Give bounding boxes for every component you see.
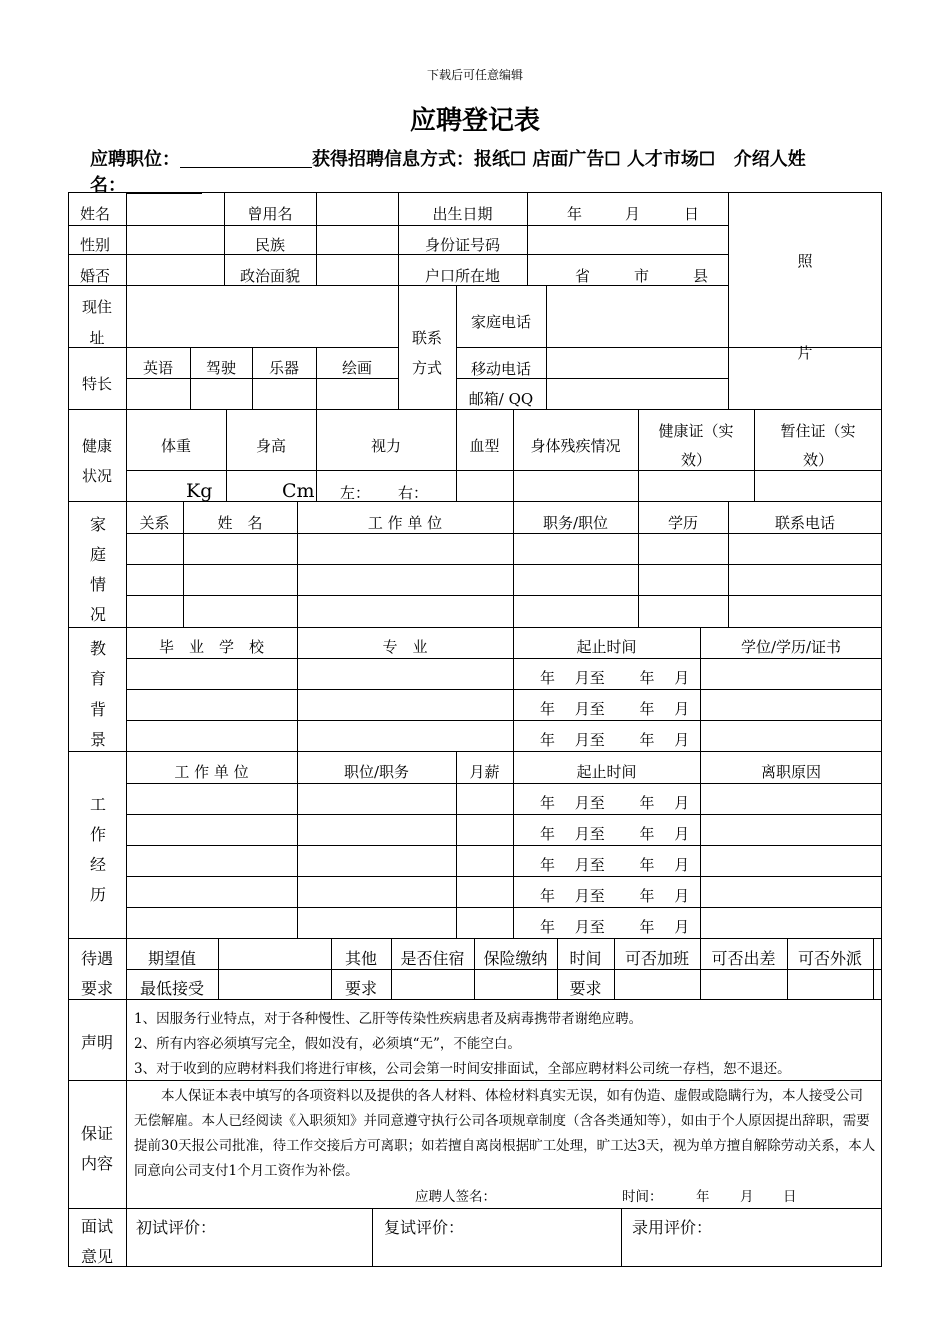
sign-day: 日 bbox=[783, 1189, 797, 1205]
label-housing: 是否住宿 bbox=[400, 949, 465, 968]
col-work-period: 起止时间 bbox=[576, 763, 637, 781]
checkbox-market[interactable]: ☐ bbox=[698, 149, 715, 170]
label-vision: 视力 bbox=[370, 437, 401, 455]
label-other-1: 其他 bbox=[344, 949, 377, 968]
work-period-row-3: 年 月至 年 月 bbox=[540, 856, 690, 874]
label-contact-1: 联系 bbox=[411, 329, 442, 347]
label-guarantee-2: 内容 bbox=[80, 1154, 113, 1173]
label-painting: 绘画 bbox=[341, 359, 372, 377]
label-time-2: 要求 bbox=[569, 979, 602, 998]
col-leave-reason: 离职原因 bbox=[760, 763, 821, 781]
unit-cm: Cm bbox=[282, 480, 315, 502]
col-family-name: 姓 名 bbox=[217, 514, 263, 532]
photo-label-1: 照 bbox=[797, 252, 813, 270]
photo-label-2: 片 bbox=[797, 344, 813, 362]
family-label-2: 庭 bbox=[89, 545, 106, 564]
col-work-position: 职位/职务 bbox=[343, 763, 410, 781]
label-month: 月 bbox=[625, 205, 641, 223]
family-label-1: 家 bbox=[89, 515, 106, 534]
label-health-cert-1: 健康证（实 bbox=[658, 422, 734, 440]
label-year: 年 bbox=[567, 205, 583, 223]
edu-label-1: 教 bbox=[89, 639, 106, 658]
referrer-label: 介绍人姓 bbox=[733, 149, 806, 170]
col-family-edu: 学历 bbox=[667, 514, 698, 532]
label-treatment-1: 待遇 bbox=[80, 949, 113, 968]
label-name: 姓名 bbox=[80, 205, 111, 223]
label-ethnicity: 民族 bbox=[254, 236, 285, 254]
label-vision-left: 左： bbox=[340, 484, 371, 502]
label-address-1: 现住 bbox=[81, 298, 112, 316]
referrer-label-cont: 名： bbox=[90, 175, 126, 196]
guarantee-text: 本人保证本表中填写的各项资料以及提供的各人材料、体检材料真实无误，如有伪造、虚假或隐瞒行为，本人接受公司无偿解雇。本人已经阅读《入职须知》并同意遵守执行公司各项规章制度（含各类通知等），如由于个人原因提出辞职，需要提前30天报公司批准，待工作交接后方可离职；如若擅自离岗根据旷工处理，旷工达3天，视为单方擅自解除劳动关系，本人同意向公司支付1个月工资作为补偿。 bbox=[134, 1088, 876, 1179]
label-insurance: 保险缴纳 bbox=[483, 949, 548, 968]
source-label: 获得招聘信息方式： bbox=[312, 149, 474, 170]
label-health-cert-2: 效） bbox=[680, 451, 711, 469]
label-county: 县 bbox=[693, 267, 709, 285]
col-degree: 学位/学历/证书 bbox=[740, 638, 842, 656]
statement-item-3: 3、对于收到的应聘材料我们将进行审核，公司会第一时间安排面试，全部应聘材料公司统一存档，恕不退还。 bbox=[134, 1061, 791, 1077]
edu-period-row-3: 年 月至 年 月 bbox=[540, 731, 690, 749]
label-time-1: 时间 bbox=[569, 949, 602, 968]
label-home-phone: 家庭电话 bbox=[470, 313, 531, 331]
edu-period-row-1: 年 月至 年 月 bbox=[540, 669, 690, 687]
label-dispatch: 可否外派 bbox=[797, 949, 862, 968]
label-overtime: 可否加班 bbox=[624, 949, 689, 968]
col-salary: 月薪 bbox=[469, 763, 500, 781]
work-period-row-2: 年 月至 年 月 bbox=[540, 825, 690, 843]
edu-label-3: 背 bbox=[89, 700, 106, 719]
edu-period-row-2: 年 月至 年 月 bbox=[540, 700, 690, 718]
label-weight: 体重 bbox=[160, 437, 191, 455]
col-edu-period: 起止时间 bbox=[576, 638, 637, 656]
label-province: 省 bbox=[575, 267, 591, 285]
label-driving: 驾驶 bbox=[205, 359, 236, 377]
label-residence-permit-2: 效） bbox=[802, 451, 833, 469]
label-former-name: 曾用名 bbox=[247, 205, 293, 223]
download-note: 下载后可任意编辑 bbox=[426, 68, 523, 82]
col-major: 专 业 bbox=[382, 638, 428, 656]
work-label-1: 工 bbox=[89, 795, 106, 814]
label-health-1: 健康 bbox=[81, 437, 112, 455]
label-interview-1: 面试 bbox=[80, 1217, 113, 1236]
edu-label-2: 育 bbox=[89, 669, 106, 688]
label-other-2: 要求 bbox=[344, 979, 377, 998]
work-label-2: 作 bbox=[89, 825, 106, 844]
signature-label: 应聘人签名： bbox=[415, 1189, 496, 1205]
col-relation: 关系 bbox=[139, 514, 170, 532]
edu-label-4: 景 bbox=[89, 730, 106, 749]
label-english: 英语 bbox=[142, 359, 173, 377]
statement-item-2: 2、所有内容必须填写完全，假如没有，必须填“无”，不能空白。 bbox=[134, 1036, 521, 1052]
col-family-work: 工 作 单 位 bbox=[367, 514, 443, 532]
label-hire-evaluation: 录用评价： bbox=[632, 1218, 713, 1237]
label-guarantee-1: 保证 bbox=[80, 1124, 113, 1143]
position-label: 应聘职位： bbox=[90, 149, 180, 170]
label-second-evaluation: 复试评价： bbox=[384, 1218, 465, 1237]
sign-time-label: 时间： bbox=[622, 1189, 663, 1205]
label-height: 身高 bbox=[255, 437, 286, 455]
label-city: 市 bbox=[634, 267, 650, 285]
family-label-4: 况 bbox=[89, 605, 106, 624]
label-residence-permit-1: 暂住证（实 bbox=[780, 422, 856, 440]
col-work-unit: 工 作 单 位 bbox=[174, 763, 249, 781]
checkbox-store[interactable]: ☐ bbox=[604, 149, 621, 170]
label-disability: 身体残疾情况 bbox=[530, 437, 621, 455]
label-contact-2: 方式 bbox=[411, 359, 442, 377]
family-label-3: 情 bbox=[89, 575, 106, 594]
sign-month: 月 bbox=[740, 1189, 754, 1205]
unit-kg: Kg bbox=[186, 480, 213, 502]
label-political: 政治面貌 bbox=[239, 267, 300, 285]
col-family-duty: 职务/职位 bbox=[542, 514, 609, 532]
label-travel: 可否出差 bbox=[711, 949, 776, 968]
col-family-phone: 联系电话 bbox=[774, 514, 835, 532]
label-address-2: 址 bbox=[89, 329, 105, 347]
col-school: 毕 业 学 校 bbox=[158, 638, 264, 656]
label-birth-date: 出生日期 bbox=[432, 205, 493, 223]
label-gender: 性别 bbox=[80, 236, 111, 254]
opt-store-label: 店面广告 bbox=[532, 149, 605, 170]
page-title: 应聘登记表 bbox=[409, 106, 540, 136]
work-period-row-1: 年 月至 年 月 bbox=[540, 794, 690, 812]
sign-year: 年 bbox=[696, 1189, 710, 1205]
label-hukou: 户口所在地 bbox=[424, 267, 500, 285]
opt-market-label: 人才市场 bbox=[626, 149, 699, 170]
label-instrument: 乐器 bbox=[268, 359, 299, 377]
label-mobile: 移动电话 bbox=[470, 360, 531, 378]
label-statement: 声明 bbox=[80, 1033, 113, 1052]
label-skills: 特长 bbox=[81, 375, 112, 393]
work-label-3: 经 bbox=[89, 855, 106, 874]
checkbox-newspaper[interactable]: ☐ bbox=[510, 149, 527, 170]
label-blood: 血型 bbox=[469, 437, 500, 455]
label-minimum: 最低接受 bbox=[139, 979, 204, 998]
label-treatment-2: 要求 bbox=[80, 979, 113, 998]
work-period-row-4: 年 月至 年 月 bbox=[540, 887, 690, 905]
label-expected: 期望值 bbox=[147, 949, 196, 968]
label-day: 日 bbox=[684, 205, 700, 223]
work-label-4: 历 bbox=[89, 885, 106, 904]
label-id-number: 身份证号码 bbox=[424, 236, 500, 254]
statement-item-1: 1、因服务行业特点，对于各种慢性、乙肝等传染性疾病患者及病毒携带者谢绝应聘。 bbox=[134, 1011, 643, 1027]
opt-newspaper-label: 报纸 bbox=[474, 149, 510, 170]
label-vision-right: 右： bbox=[398, 484, 429, 502]
label-marital: 婚否 bbox=[80, 267, 111, 285]
label-interview-2: 意见 bbox=[80, 1247, 113, 1266]
label-first-evaluation: 初试评价： bbox=[136, 1218, 217, 1237]
work-period-row-5: 年 月至 年 月 bbox=[540, 918, 690, 936]
label-email-qq: 邮箱/ QQ bbox=[468, 390, 534, 408]
label-health-2: 状况 bbox=[81, 467, 112, 485]
